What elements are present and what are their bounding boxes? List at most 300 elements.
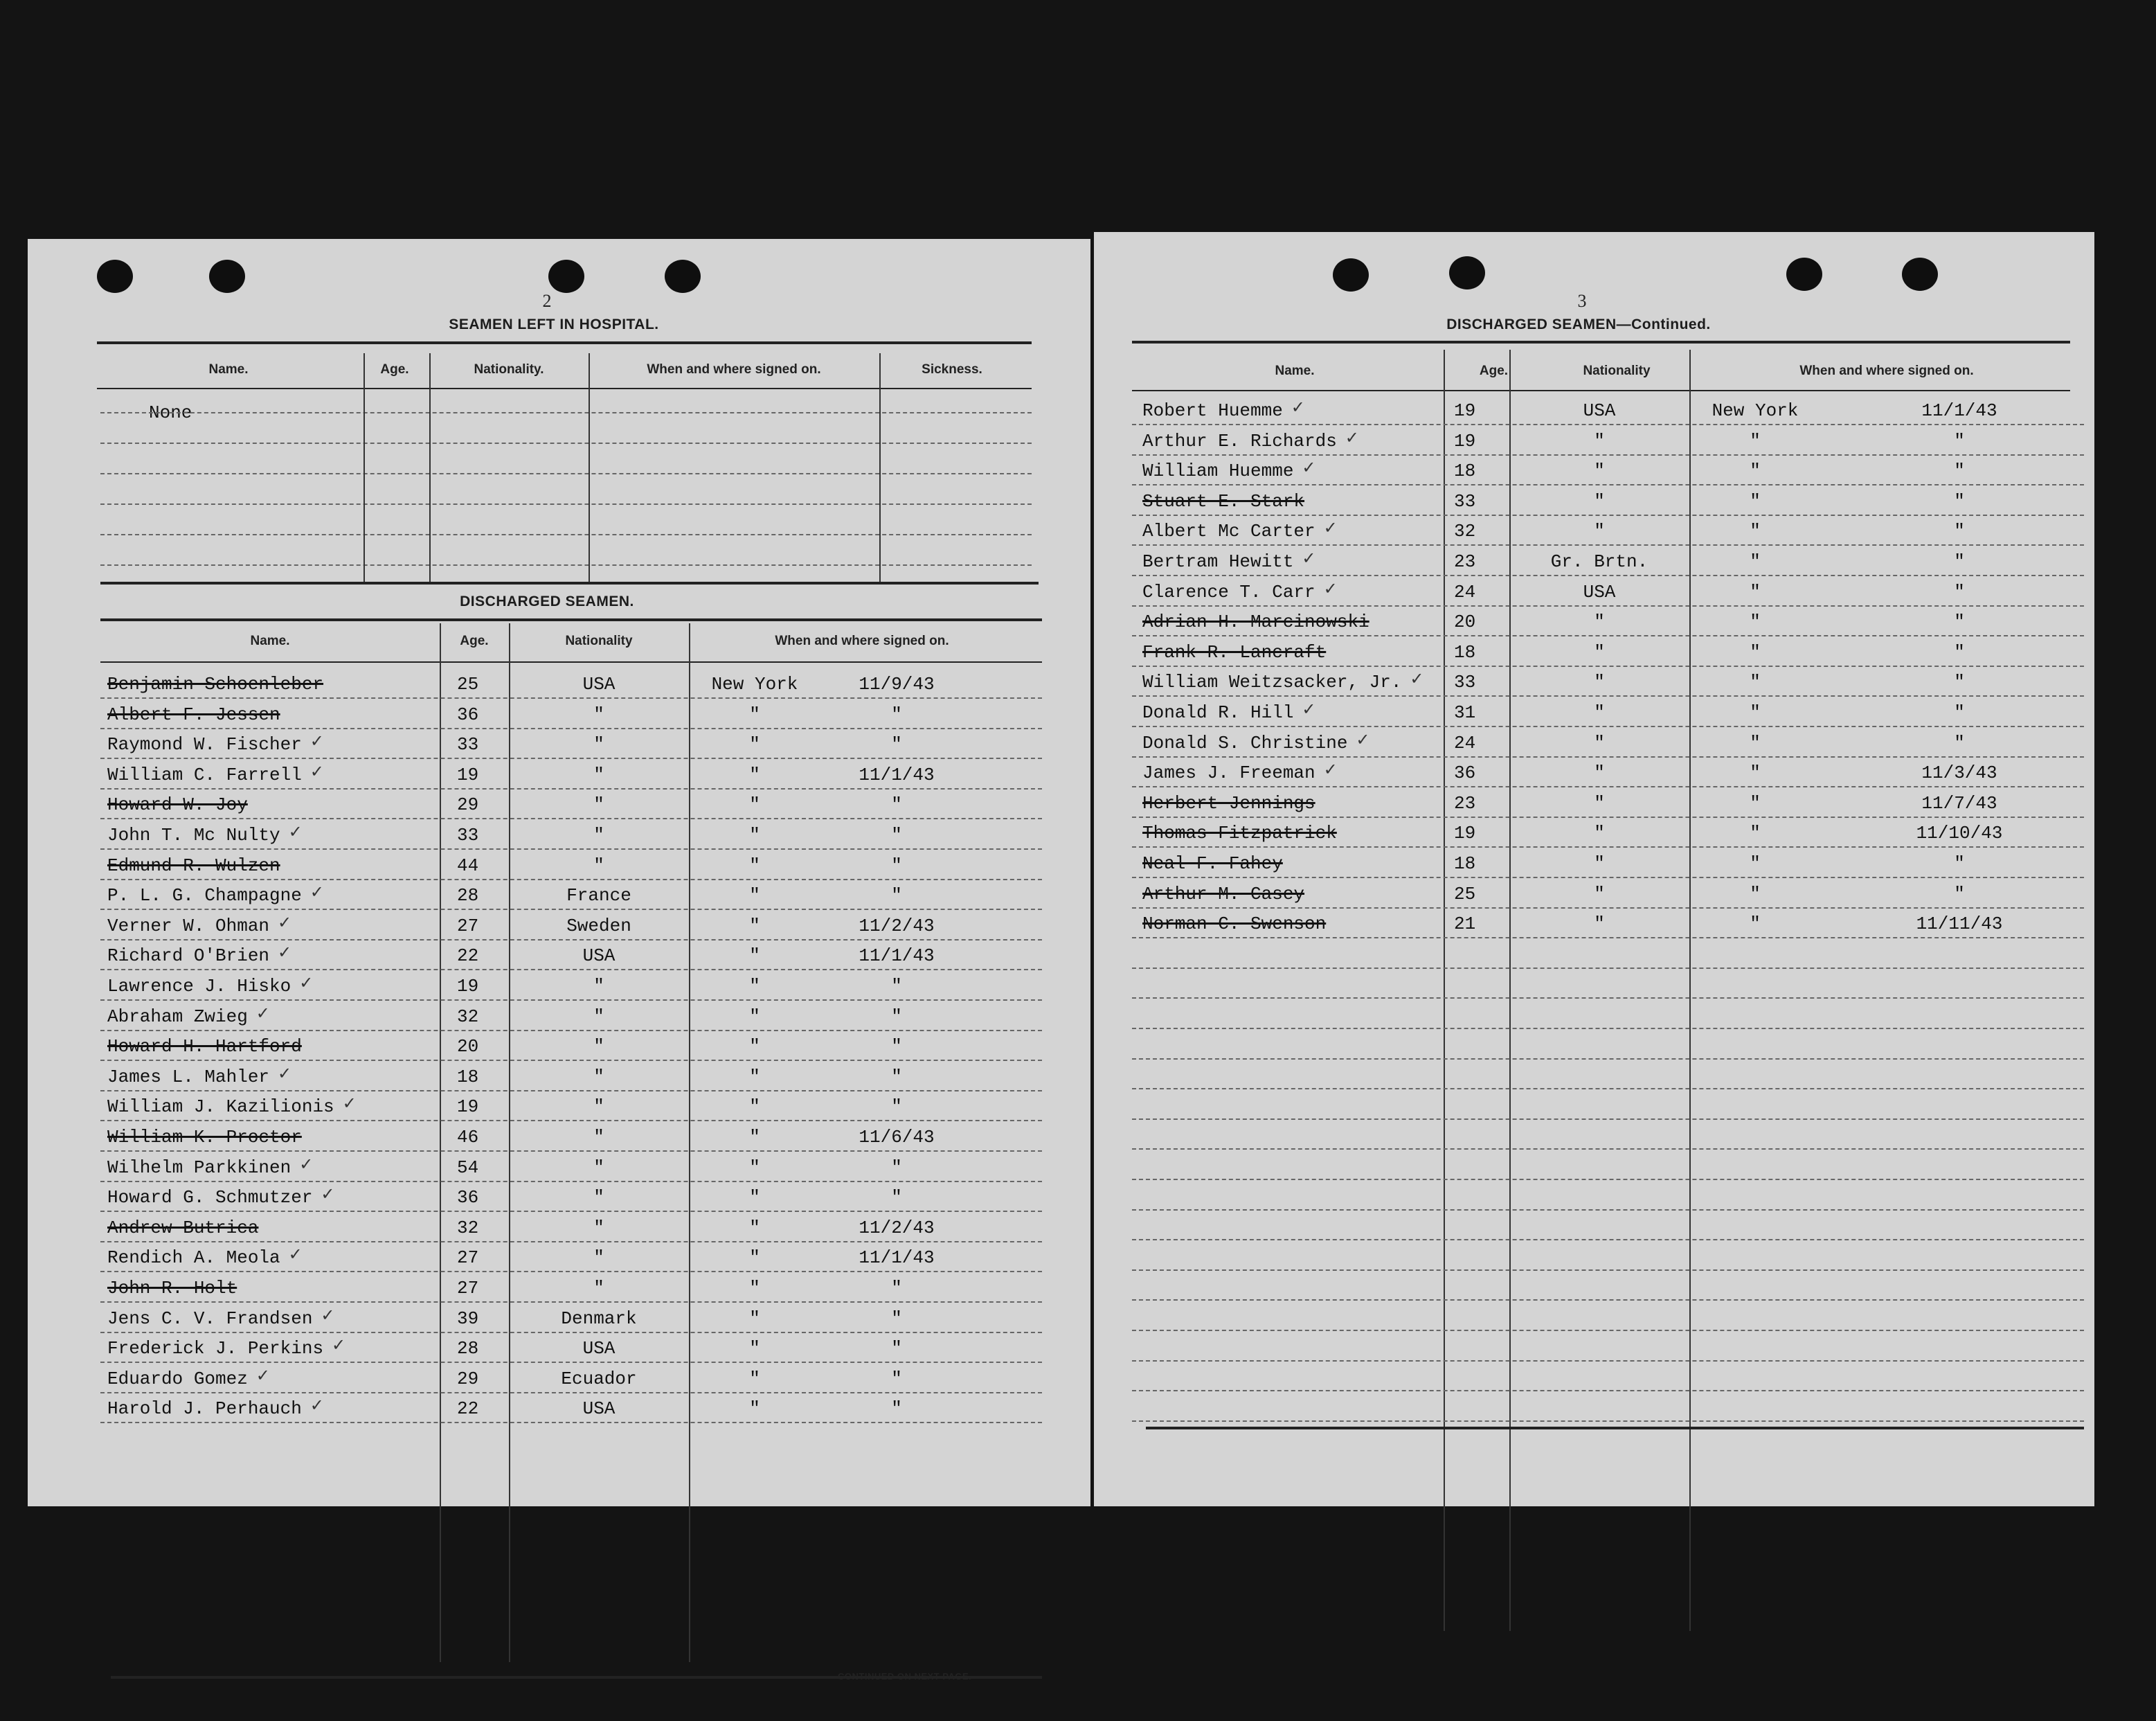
dotted-row-line (1132, 605, 2084, 607)
seaman-nationality: " (593, 1096, 604, 1118)
signed-on-date: 11/2/43 (859, 915, 935, 936)
signed-on-place: " (749, 1398, 760, 1420)
divider (1132, 341, 2070, 344)
dotted-row-line (1132, 1330, 2084, 1331)
signed-on-place: " (1750, 490, 1761, 512)
signed-on-place: " (1750, 581, 1761, 603)
punch-hole (1449, 256, 1485, 289)
dotted-row-line (100, 443, 1032, 444)
dotted-row-line (1132, 1360, 2084, 1362)
check-mark-icon: ✓ (1323, 760, 1338, 780)
signed-on-place: " (1750, 461, 1761, 482)
check-mark-icon: ✓ (288, 1245, 303, 1265)
seaman-nationality: " (1594, 883, 1605, 904)
seaman-name: Adrian H. Marcinowski (1142, 612, 1369, 633)
seaman-nationality: Denmark (561, 1308, 637, 1329)
seaman-nationality: " (1594, 702, 1605, 723)
seaman-age: 27 (457, 1278, 479, 1299)
discharged-section-title: DISCHARGED SEAMEN. (460, 594, 634, 609)
divider (97, 388, 1032, 389)
seaman-age: 33 (457, 825, 479, 846)
dotted-row-line (1132, 937, 2084, 938)
seaman-age: 22 (457, 1398, 479, 1420)
seaman-name: William Huemme (1142, 461, 1294, 482)
right-page (1094, 232, 2094, 1506)
seaman-name: Howard W. Joy (107, 794, 248, 816)
punch-hole (1333, 258, 1369, 292)
signed-on-place: " (749, 704, 760, 725)
signed-on-date: " (891, 1006, 902, 1027)
seaman-age: 23 (1454, 792, 1476, 814)
check-mark-icon: ✓ (309, 761, 324, 781)
signed-on-place: " (749, 1096, 760, 1118)
signed-on-place: " (1750, 732, 1761, 754)
dotted-row-line (100, 879, 1042, 880)
signed-on-date: " (891, 1278, 902, 1299)
seaman-name: Verner W. Ohman (107, 915, 270, 936)
seaman-name: Donald S. Christine (1142, 732, 1348, 754)
hospital-header-name: Name. (208, 362, 249, 377)
divider (100, 661, 1042, 663)
dotted-row-line (1132, 786, 2084, 787)
signed-on-place: " (749, 1247, 760, 1269)
seaman-nationality: " (1594, 461, 1605, 482)
signed-on-date: 11/7/43 (1921, 792, 1997, 814)
signed-on-date: " (891, 1368, 902, 1389)
seaman-age: 31 (1454, 702, 1476, 723)
signed-on-date: " (891, 855, 902, 876)
dotted-row-line (1132, 515, 2084, 516)
seaman-name: Frederick J. Perkins (107, 1338, 324, 1359)
signed-on-place: " (1750, 792, 1761, 814)
seaman-age: 29 (457, 1368, 479, 1389)
signed-on-place: " (749, 1368, 760, 1389)
signed-on-place: " (749, 1338, 760, 1359)
seaman-name: Donald R. Hill (1142, 702, 1294, 723)
check-mark-icon: ✓ (321, 1184, 335, 1204)
dotted-row-line (1132, 907, 2084, 909)
seaman-name: William Weitzsacker, Jr. (1142, 672, 1402, 693)
seaman-name: Robert Huemme (1142, 400, 1283, 421)
hospital-header-nationality: Nationality. (474, 362, 544, 377)
hospital-header-signed-on: When and where signed on. (647, 362, 821, 377)
seaman-age: 20 (1454, 612, 1476, 633)
seaman-name: Andrew Butrica (107, 1217, 259, 1238)
column-rule (363, 353, 365, 582)
seaman-nationality: " (593, 1247, 604, 1269)
seaman-name: Rendich A. Meola (107, 1247, 280, 1269)
check-mark-icon: ✓ (332, 1335, 346, 1355)
signed-on-date: 11/1/43 (859, 945, 935, 967)
punch-hole (548, 260, 584, 293)
seaman-age: 36 (457, 704, 479, 725)
check-mark-icon: ✓ (255, 1365, 270, 1385)
seaman-nationality: " (1594, 521, 1605, 542)
signed-on-place: " (1750, 913, 1761, 935)
divider (97, 341, 1032, 344)
dotted-row-line (1132, 424, 2084, 425)
dotted-row-line (100, 909, 1042, 910)
hospital-header-sickness: Sickness. (922, 362, 982, 377)
check-mark-icon: ✓ (278, 943, 292, 963)
check-mark-icon: ✓ (1323, 578, 1338, 598)
check-mark-icon: ✓ (1356, 729, 1370, 749)
dotted-row-line (100, 697, 1042, 699)
check-mark-icon: ✓ (1302, 458, 1316, 478)
seaman-name: Lawrence J. Hisko (107, 976, 291, 997)
seaman-name: Eduardo Gomez (107, 1368, 248, 1389)
signed-on-date: 11/9/43 (859, 674, 935, 695)
column-rule (429, 353, 431, 582)
signed-on-date: " (1954, 612, 1965, 633)
seaman-nationality: France (566, 885, 631, 907)
signed-on-date: " (1954, 430, 1965, 452)
dotted-row-line (1132, 1179, 2084, 1180)
seaman-name: William J. Kazilionis (107, 1096, 334, 1118)
discharged-header-name: Name. (250, 634, 290, 648)
dotted-row-line (100, 1392, 1042, 1393)
column-rule (1509, 350, 1511, 1631)
seaman-name: James J. Freeman (1142, 763, 1315, 784)
signed-on-date: " (1954, 461, 1965, 482)
seaman-name: Edmund R. Wulzen (107, 855, 280, 876)
dotted-row-line (1132, 1269, 2084, 1271)
seaman-age: 18 (1454, 853, 1476, 874)
continued-note: CONTINUED ON NEXT PAGE. (838, 1671, 972, 1682)
dotted-row-line (100, 1060, 1042, 1061)
seaman-age: 25 (457, 674, 479, 695)
dotted-row-line (1132, 817, 2084, 818)
seaman-name: Abraham Zwieg (107, 1006, 248, 1027)
signed-on-date: " (891, 1096, 902, 1118)
signed-on-place: " (1750, 430, 1761, 452)
dotted-row-line (1132, 1118, 2084, 1120)
dotted-row-line (100, 473, 1032, 474)
seaman-age: 18 (1454, 461, 1476, 482)
dotted-row-line (1132, 635, 2084, 636)
dotted-row-line (1132, 1239, 2084, 1240)
signed-on-place: " (1750, 551, 1761, 572)
check-mark-icon: ✓ (309, 882, 324, 902)
header-age: Age. (1479, 364, 1509, 378)
signed-on-date: 11/3/43 (1921, 763, 1997, 784)
seaman-nationality: " (1594, 641, 1605, 663)
seaman-age: 18 (457, 1066, 479, 1087)
signed-on-date: " (1954, 551, 1965, 572)
signed-on-place: " (1750, 883, 1761, 904)
seaman-nationality: USA (582, 1398, 616, 1420)
signed-on-date: " (1954, 853, 1965, 874)
seaman-name: P. L. G. Champagne (107, 885, 302, 907)
signed-on-date: " (891, 1338, 902, 1359)
seaman-age: 44 (457, 855, 479, 876)
continued-section-title: DISCHARGED SEAMEN—Continued. (1446, 316, 1711, 332)
signed-on-place: " (1750, 823, 1761, 844)
check-mark-icon: ✓ (1302, 699, 1316, 719)
seaman-nationality: " (593, 1066, 604, 1087)
seaman-age: 27 (457, 1247, 479, 1269)
dotted-row-line (100, 999, 1042, 1001)
column-rule (1444, 350, 1445, 1631)
signed-on-place: " (749, 1157, 760, 1178)
dotted-row-line (100, 969, 1042, 970)
dotted-row-line (1132, 846, 2084, 848)
signed-on-place: " (749, 1127, 760, 1148)
signed-on-place: " (749, 1187, 760, 1209)
signed-on-place: " (749, 885, 760, 907)
signed-on-date: " (891, 1066, 902, 1087)
seaman-name: Clarence T. Carr (1142, 581, 1315, 603)
signed-on-place: " (749, 1066, 760, 1087)
column-rule (879, 353, 881, 582)
seaman-age: 24 (1454, 732, 1476, 754)
seaman-name: William K. Proctor (107, 1127, 302, 1148)
dotted-row-line (100, 848, 1042, 850)
dotted-row-line (1132, 575, 2084, 576)
seaman-name: Wilhelm Parkkinen (107, 1157, 291, 1178)
seaman-nationality: " (1594, 792, 1605, 814)
seaman-age: 36 (457, 1187, 479, 1209)
punch-hole (1902, 258, 1938, 291)
seaman-name: Howard H. Hartford (107, 1036, 302, 1058)
signed-on-place: New York (1712, 400, 1799, 421)
seaman-nationality: " (1594, 763, 1605, 784)
dotted-row-line (1132, 967, 2084, 969)
seaman-nationality: " (1594, 913, 1605, 935)
discharged-header-age: Age. (460, 634, 489, 648)
signed-on-date: " (891, 704, 902, 725)
signed-on-place: " (749, 1217, 760, 1238)
signed-on-date: " (891, 1398, 902, 1420)
signed-on-date: " (1954, 732, 1965, 754)
header-name: Name. (1275, 364, 1315, 378)
seaman-name: Jens C. V. Frandsen (107, 1308, 313, 1329)
column-rule (509, 623, 510, 1662)
seaman-age: 19 (1454, 430, 1476, 452)
dotted-row-line (1132, 1390, 2084, 1391)
seaman-age: 29 (457, 794, 479, 816)
dotted-row-line (1132, 756, 2084, 758)
seaman-nationality: " (593, 704, 604, 725)
seaman-nationality: " (593, 1278, 604, 1299)
left-page (28, 239, 1090, 1682)
dotted-row-line (1132, 484, 2084, 485)
seaman-nationality: USA (582, 1338, 616, 1359)
dotted-row-line (1132, 1088, 2084, 1089)
dotted-row-line (1132, 726, 2084, 727)
signed-on-place: " (1750, 672, 1761, 693)
dotted-row-line (100, 412, 1032, 413)
signed-on-date: " (1954, 581, 1965, 603)
seaman-name: Norman C. Swenson (1142, 913, 1327, 935)
check-mark-icon: ✓ (1302, 549, 1316, 568)
signed-on-date: " (891, 1157, 902, 1178)
seaman-nationality: " (593, 764, 604, 785)
dotted-row-line (100, 788, 1042, 790)
seaman-age: 46 (457, 1127, 479, 1148)
signed-on-date: " (891, 1187, 902, 1209)
check-mark-icon: ✓ (299, 973, 314, 992)
check-mark-icon: ✓ (278, 1063, 292, 1083)
seaman-name: Albert Mc Carter (1142, 521, 1315, 542)
check-mark-icon: ✓ (255, 1003, 270, 1023)
dotted-row-line (1132, 1209, 2084, 1211)
dotted-row-line (100, 1030, 1042, 1031)
seaman-age: 39 (457, 1308, 479, 1329)
seaman-age: 19 (457, 1096, 479, 1118)
signed-on-place: " (749, 825, 760, 846)
seaman-name: Stuart E. Stark (1142, 490, 1305, 512)
seaman-nationality: " (1594, 490, 1605, 512)
dotted-row-line (100, 1301, 1042, 1303)
check-mark-icon: ✓ (1345, 427, 1359, 447)
seaman-age: 36 (1454, 763, 1476, 784)
seaman-nationality: " (593, 1217, 604, 1238)
signed-on-place: " (749, 855, 760, 876)
check-mark-icon: ✓ (309, 731, 324, 751)
dotted-row-line (100, 534, 1032, 535)
seaman-age: 32 (1454, 521, 1476, 542)
seaman-nationality: " (1594, 853, 1605, 874)
check-mark-icon: ✓ (1291, 398, 1305, 417)
dotted-row-line (1132, 544, 2084, 546)
dotted-row-line (1132, 454, 2084, 456)
signed-on-place: " (1750, 612, 1761, 633)
seaman-name: Raymond W. Fischer (107, 734, 302, 756)
signed-on-date: " (891, 1036, 902, 1058)
signed-on-date: " (1954, 641, 1965, 663)
dotted-row-line (100, 1211, 1042, 1212)
seaman-age: 19 (1454, 400, 1476, 421)
dotted-row-line (1132, 1148, 2084, 1150)
check-mark-icon: ✓ (288, 822, 303, 841)
seaman-nationality: " (1594, 430, 1605, 452)
seaman-name: Bertram Hewitt (1142, 551, 1294, 572)
signed-on-date: 11/6/43 (859, 1127, 935, 1148)
dotted-row-line (1132, 1420, 2084, 1422)
dotted-row-line (100, 1150, 1042, 1152)
seaman-name: Harold J. Perhauch (107, 1398, 302, 1420)
seaman-nationality: USA (1583, 581, 1616, 603)
seaman-age: 24 (1454, 581, 1476, 603)
signed-on-place: " (1750, 763, 1761, 784)
signed-on-place: " (749, 734, 760, 756)
signed-on-date: " (1954, 702, 1965, 723)
dotted-row-line (100, 564, 1032, 566)
seaman-nationality: " (1594, 672, 1605, 693)
signed-on-place: " (749, 1006, 760, 1027)
seaman-age: 32 (457, 1006, 479, 1027)
signed-on-date: " (891, 825, 902, 846)
signed-on-place: " (749, 915, 760, 936)
punch-hole (665, 260, 701, 293)
signed-on-date: " (891, 976, 902, 997)
signed-on-date: " (891, 1308, 902, 1329)
seaman-age: 19 (1454, 823, 1476, 844)
seaman-nationality: " (1594, 612, 1605, 633)
dotted-row-line (100, 758, 1042, 759)
seaman-age: 54 (457, 1157, 479, 1178)
dotted-row-line (100, 1120, 1042, 1121)
signed-on-date: " (891, 794, 902, 816)
check-mark-icon: ✓ (321, 1305, 335, 1325)
column-rule (440, 623, 441, 1662)
seaman-age: 33 (1454, 490, 1476, 512)
seaman-age: 21 (1454, 913, 1476, 935)
signed-on-place: " (749, 1308, 760, 1329)
signed-on-place: " (749, 1278, 760, 1299)
signed-on-place: " (1750, 521, 1761, 542)
signed-on-date: " (891, 734, 902, 756)
header-signed-on: When and where signed on. (1799, 364, 1974, 378)
dotted-row-line (100, 728, 1042, 729)
seaman-nationality: " (593, 855, 604, 876)
dotted-row-line (100, 1362, 1042, 1363)
seaman-name: Thomas Fitzpatrick (1142, 823, 1337, 844)
dotted-row-line (1132, 877, 2084, 878)
seaman-name: Albert F. Jessen (107, 704, 280, 725)
dotted-row-line (1132, 695, 2084, 697)
dotted-row-line (100, 1422, 1042, 1423)
signed-on-date: " (1954, 490, 1965, 512)
seaman-nationality: USA (582, 674, 616, 695)
signed-on-date: " (1954, 521, 1965, 542)
check-mark-icon: ✓ (309, 1395, 324, 1416)
seaman-name: Herbert Jennings (1142, 792, 1315, 814)
check-mark-icon: ✓ (278, 912, 292, 932)
hospital-header-age: Age. (380, 362, 409, 377)
header-nationality: Nationality (1583, 364, 1651, 378)
column-rule (689, 623, 690, 1662)
signed-on-date: 11/1/43 (859, 1247, 935, 1269)
seaman-age: 22 (457, 945, 479, 967)
dotted-row-line (100, 1271, 1042, 1272)
seaman-nationality: USA (1583, 400, 1616, 421)
seaman-age: 33 (1454, 672, 1476, 693)
signed-on-place: " (749, 1036, 760, 1058)
punch-hole (209, 260, 245, 293)
signed-on-place: " (1750, 641, 1761, 663)
seaman-nationality: " (593, 794, 604, 816)
signed-on-date: 11/2/43 (859, 1217, 935, 1238)
seaman-nationality: " (593, 1036, 604, 1058)
seaman-age: 28 (457, 885, 479, 907)
signed-on-place: " (749, 945, 760, 967)
seaman-age: 32 (457, 1217, 479, 1238)
signed-on-date: 11/10/43 (1916, 823, 2003, 844)
seaman-nationality: " (593, 825, 604, 846)
page-number: 2 (542, 291, 552, 311)
seaman-name: James L. Mahler (107, 1066, 270, 1087)
seaman-age: 19 (457, 976, 479, 997)
dotted-row-line (1132, 1028, 2084, 1029)
seaman-name: William C. Farrell (107, 764, 302, 785)
dotted-row-line (1132, 1058, 2084, 1060)
check-mark-icon: ✓ (1323, 518, 1338, 538)
column-rule (1689, 350, 1691, 1631)
seaman-name: Arthur M. Casey (1142, 883, 1305, 904)
seaman-nationality: " (593, 1187, 604, 1209)
seaman-age: 27 (457, 915, 479, 936)
signed-on-date: 11/11/43 (1916, 913, 2003, 935)
check-mark-icon: ✓ (1410, 669, 1424, 689)
signed-on-date: 11/1/43 (859, 764, 935, 785)
signed-on-place: " (1750, 853, 1761, 874)
signed-on-place: " (749, 794, 760, 816)
dotted-row-line (100, 1332, 1042, 1333)
check-mark-icon: ✓ (342, 1094, 357, 1114)
hospital-section-title: SEAMEN LEFT IN HOSPITAL. (449, 316, 659, 332)
